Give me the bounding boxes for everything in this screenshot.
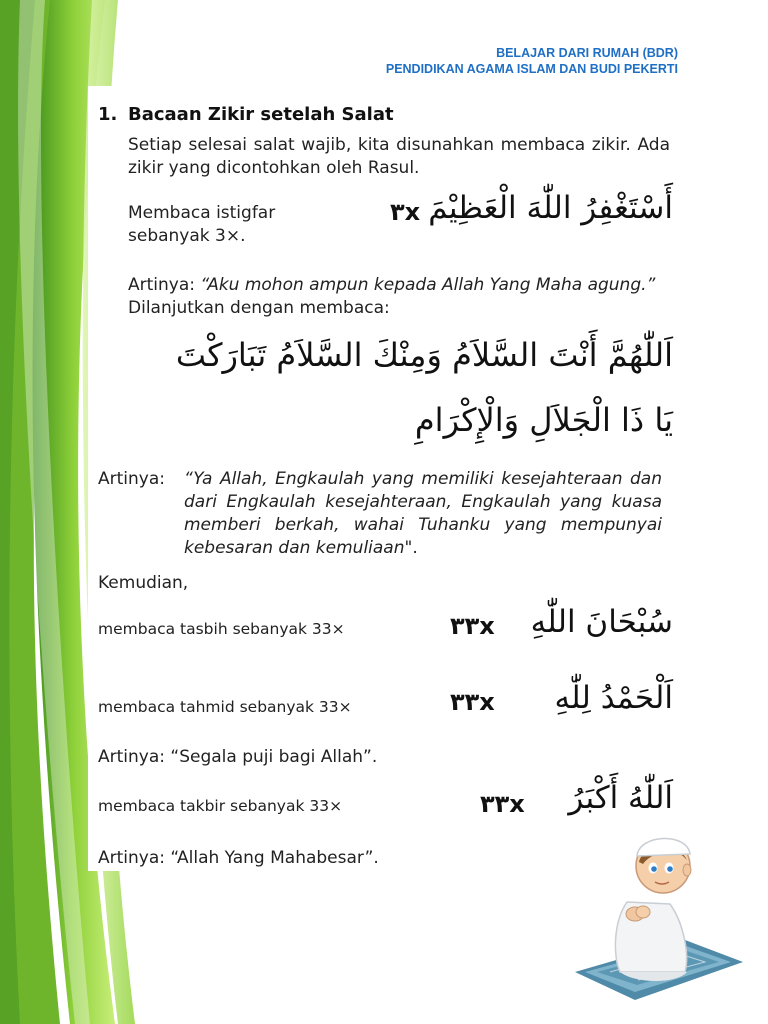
dua-arabic-line-1: اَللّٰهُمَّ أَنْتَ السَّلاَمُ وَمِنْكَ السَّلاَمُ تَبَارَكْتَ (175, 336, 673, 374)
section-number: 1. (98, 104, 118, 125)
dua-arabic-line-2: يَا ذَا الْجَلاَلِ وَالْإِكْرَامِ (414, 401, 673, 439)
dua-meaning-prefix: Artinya: (98, 469, 165, 489)
tahmid-count: ٣٣x (450, 688, 495, 716)
istigfar-meaning-prefix: Artinya: (128, 275, 201, 295)
istigfar-meaning-suffix: Dilanjutkan dengan membaca: (128, 298, 390, 318)
istigfar-count: ٣x (390, 198, 421, 226)
istigfar-label: Membaca istigfar sebanyak 3×. (128, 203, 276, 246)
header-line-2: PENDIDIKAN AGAMA ISLAM DAN BUDI PEKERTI (385, 62, 678, 76)
kemudian-label: Kemudian, (98, 573, 189, 593)
takbir-meaning: Artinya: “Allah Yang Mahabesar”. (98, 848, 379, 868)
header-line-1: BELAJAR DARI RUMAH (BDR) (496, 46, 678, 60)
tahmid-arabic: اَلْحَمْدُ لِلّٰهِ (554, 680, 673, 716)
tahmid-meaning: Artinya: “Segala puji bagi Allah”. (98, 747, 378, 767)
dua-meaning (184, 468, 662, 560)
section-intro: Setiap selesai salat wajib, kita disunahkan membaca zikir. Ada zikir yang dicontohkan oleh Rasul. (128, 135, 670, 178)
takbir-arabic: اَللّٰهُ أَكْبَرُ (568, 780, 673, 816)
tahmid-label: membaca tahmid sebanyak 33× (98, 698, 352, 716)
document-header (386, 45, 678, 77)
tasbih-arabic: سُبْحَانَ اللّٰهِ (530, 604, 673, 640)
istigfar-meaning-italic: “Aku mohon ampun kepada Allah Yang Maha agung.” (200, 275, 656, 295)
takbir-label: membaca takbir sebanyak 33× (98, 797, 343, 815)
dua-meaning-suffix: ". (404, 538, 418, 558)
section-title: Bacaan Zikir setelah Salat (128, 104, 394, 125)
content-card (88, 86, 688, 871)
takbir-count: ٣٣x (480, 790, 525, 818)
tasbih-label: membaca tasbih sebanyak 33× (98, 620, 345, 638)
dua-meaning-italic: “Ya Allah, Engkaulah yang memiliki kesejahteraan dan dari Engkaulah kesejahteraan, Engkaulah yang kuasa memberi berkah, wahai Tuhanku yang mempunyai kebesaran dan kemuliaan (184, 469, 662, 558)
tasbih-count: ٣٣x (450, 612, 495, 640)
praying-child-illustration (565, 822, 750, 1012)
istigfar-meaning (128, 274, 670, 320)
istigfar-arabic: أَسْتَغْفِرُ اللّٰهَ الْعَظِيْمَ (428, 190, 673, 226)
